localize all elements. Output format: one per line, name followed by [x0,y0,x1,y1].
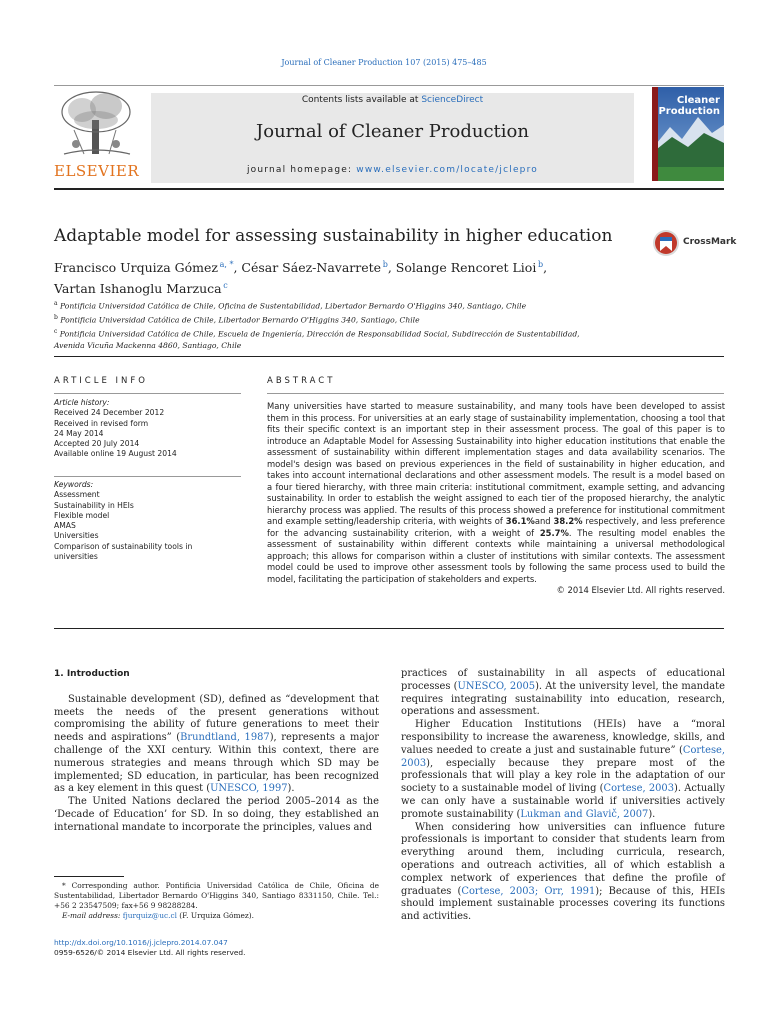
history-item: Received in revised form [54,418,149,428]
text-run: ), represents a major challenge of the XXI century. Within this context, there are numerous strategies and means through which SD may be implemented; SD education, in particular, has been recognized as a key element in this quest ( [54,732,379,795]
reference-link[interactable]: Brundtland, 1987 [180,732,270,744]
weight-value: 38.2% [553,516,583,526]
elsevier-logo[interactable] [54,90,138,182]
affiliation-text: Pontificia Universidad Católica de Chile, Oficina de Sustentabilidad, Libertador Bernardo O'Higgins 340, Santiago, Chile [60,301,527,311]
abstract-rule [267,393,724,394]
abstract-part: and [534,516,554,526]
affiliation-a [54,298,714,312]
keywords-label: Keywords: [54,480,94,489]
weight-value: 25.7% [539,527,569,538]
author-name: Vartan Ishanoglu Marzuca [54,281,222,297]
article-info-heading: ARTICLE INFO [54,376,148,386]
info-rule [54,393,241,394]
journal-citation[interactable]: Journal of Cleaner Production 107 (2015) 475–485 [281,58,487,67]
reference-link[interactable]: Cortese, 2003 [401,744,725,769]
author-sep: , [233,260,242,276]
author-name: César Sáez-Navarrete [241,260,382,276]
body-column-left [54,668,379,835]
body-column-right [401,668,725,924]
text-run: Higher Education Institutions (HEIs) have a “moral responsibility to increase the awareness, knowledge, skills, and values needed to create a just and sustainable future” ( [401,719,725,756]
crossmark-label: CrossMark [683,237,737,247]
email-line [54,911,379,921]
doi-link[interactable]: http://dx.doi.org/10.1016/j.jclepro.2014.07.047 [54,938,228,947]
journal-title: Journal of Cleaner Production [256,121,529,142]
reference-link[interactable]: UNESCO, 1997 [210,783,288,795]
journal-cover[interactable] [652,87,724,181]
text-run: ). [287,783,295,795]
keyword-item: AMAS [54,521,76,531]
history-item: Available online 19 August 2014 [54,449,177,459]
contents-prefix: Contents lists available at [301,95,422,105]
email-suffix: (F. Urquiza Gómez). [176,911,254,920]
keyword-item: Comparison of sustainability tools in [54,541,193,551]
reference-link[interactable]: Cortese, 2003 [603,783,674,795]
cover-title-line-1: Cleaner [676,95,720,106]
text-run: ); Because of this, HEIs should implement sustainable processes covering its functions and activities. [401,885,726,923]
journal-header-box [151,93,634,183]
keyword-item: Universities [54,531,99,541]
affiliation-c [54,326,714,340]
paragraph: The United Nations declared the period 2005–2014 as the ‘Decade of Education’ for SD. In so doing, they established an international mandate to incorporate the principles, values and [54,796,379,833]
author-1[interactable] [54,260,241,275]
text-run: When considering how universities can influence future professionals is important to consider that students learn from everything around them, including curricula, research, operations and outreach activities, all of which establish a complex network of experiences that define the profile of graduates ( [401,821,725,897]
affiliation-b [54,312,714,326]
author-sep: , [543,260,548,276]
footnote-rule [54,876,124,877]
section-rule [54,628,724,629]
abstract-heading: ABSTRACT [267,376,336,386]
affiliation-text: Avenida Vicuña Mackenna 4860, Santiago, Chile [54,341,242,351]
history-label: Article history: [54,398,110,407]
email-link[interactable]: fjurquiz@uc.cl [122,911,177,920]
keywords [54,480,241,562]
paragraph [401,719,725,821]
abstract-part: respectively, and less preference for the advancing sustainability criterion, with a weight of [267,516,726,538]
elsevier-tree-icon [54,90,138,162]
text-run: ). At the university level, the mandate requires integrating sustainability into education, research, operations and assessment. [401,680,725,718]
contents-line [151,95,634,105]
paragraph [401,822,725,924]
paragraph [401,668,725,719]
info-rule [54,476,241,477]
cover-title-line-2: Production [658,106,720,117]
author-sep: , [387,260,396,276]
keyword-item: universities [54,552,98,562]
abstract-text [267,401,725,597]
text-run: ). [648,808,656,820]
reference-link[interactable]: UNESCO, 2005 [457,680,536,692]
footnote [54,881,379,921]
section-rule [54,356,724,357]
email-label: E-mail address: [62,911,123,920]
history-item: Accepted 20 July 2014 [54,439,140,449]
crossmark-badge[interactable] [652,228,737,260]
homepage-line [151,165,634,175]
keyword-item: Sustainability in HEIs [54,500,134,510]
reference-link[interactable]: Lukman and Glavič, 2007 [520,808,649,820]
keyword-item: Assessment [54,490,100,500]
author-2[interactable] [241,260,395,275]
homepage-link[interactable]: www.elsevier.com/locate/jclepro [356,165,539,175]
doi-block [54,938,384,958]
article-title: Adaptable model for assessing sustainability in higher education [54,226,613,246]
text-run: ). Actually we can only have a sustainable world if universities actively promote sustainability ( [401,783,725,820]
keyword-item: Flexible model [54,510,110,520]
affiliation-sup: b [54,314,58,322]
author-4[interactable] [54,281,228,296]
abstract-part: . The resulting model enables the assessment of sustainability within different contexts while maintaining a universal methodological approach; this allows for comparison within a cluster of institutions with similar contexts. The assessment model could be used to improve other assessment tools by following the same process used to build the model, facilitating the participation of stakeholders and experts. [267,527,725,584]
affiliation-text: Pontificia Universidad Católica de Chile, Libertador Bernardo O'Higgins 340, Santiago, Chile [60,315,420,325]
text-run: practices of sustainability in all aspects of educational processes ( [401,668,725,692]
homepage-prefix: journal homepage: [246,165,357,175]
author-name: Solange Rencoret Lioi [395,260,537,276]
affiliation-text: Pontificia Universidad Católica de Chile, Escuela de Ingeniería, Dirección de Responsabilidad Social, Subdirección de Sustentabilidad, [59,329,580,339]
header-rule [54,85,724,86]
affiliations [54,298,714,352]
corresponding-author-note: * Corresponding author. Pontificia Universidad Católica de Chile, Oficina de Sustentabilidad, Libertador Bernardo O'Higgins 340, Santiago 8331150, Chile. Tel.: +56 2 23547509; fax+56 9 98288284. [54,881,379,910]
author-sup[interactable]: b [537,260,544,269]
abstract-copyright: © 2014 Elsevier Ltd. All rights reserved. [556,585,725,595]
weight-value: 36.1% [505,516,535,526]
author-sup[interactable]: a, * [219,260,234,269]
affiliation-c-cont [54,340,714,352]
affiliation-sup: a [54,300,58,307]
section-heading: 1. Introduction [54,669,130,679]
sciencedirect-link[interactable]: ScienceDirect [421,95,484,105]
history-item: Received 24 December 2012 [54,408,165,418]
affiliation-sup: c [54,328,58,336]
author-list [54,256,644,298]
abstract-part: Many universities have started to measure sustainability, and many tools have been developed to assist them in this process. For universities at an early stage of sustainability implementation, choosing a tool that fits their specific context is an important step in their assessment process. The goal of this paper is to introduce an Adaptable Model for Assessing Sustainability into higher education institutions that enable the assessment of sustainability within different implementation stages and data availability scenarios. The model's design was based on previous experiences in the field of sustainability in higher education, and takes into account international declarations and other assessment models. The result is a model based on a four tiered hierarchy, with three main criteria: institutional commitment, example setting, and advancing sustainability. In order to establish the weight assigned to each tier of the proposed hierarchy, the analytic hierarchy process was applied. The results of this process showed a preference for institutional commitment and example setting/leadership criteria, with weights of [267,401,725,526]
elsevier-wordmark: ELSEVIER [54,162,140,180]
header-rule-thick [54,188,724,190]
crossmark-icon [652,228,680,260]
article-history [54,398,241,460]
issn-line: 0959-6526/© 2014 Elsevier Ltd. All rights reserved. [54,948,246,957]
history-item: 24 May 2014 [54,428,104,438]
reference-link[interactable]: Cortese, 2003; Orr, 1991 [461,885,596,897]
paragraph [54,694,379,796]
author-name: Francisco Urquiza Gómez [54,260,218,276]
text-run: Sustainable development (SD), defined as “development that meets the needs of the present generations without compromising the ability of future generations to meet their needs and aspirations” ( [54,693,379,744]
author-sup[interactable]: b [382,260,388,269]
author-sup[interactable]: c [223,281,228,291]
cover-title [652,95,724,117]
text-run: ), especially because they prepare most of the professionals that will play a key role in the adaptation of our society to a sustainable model of living ( [401,757,725,795]
author-3[interactable] [396,260,547,275]
